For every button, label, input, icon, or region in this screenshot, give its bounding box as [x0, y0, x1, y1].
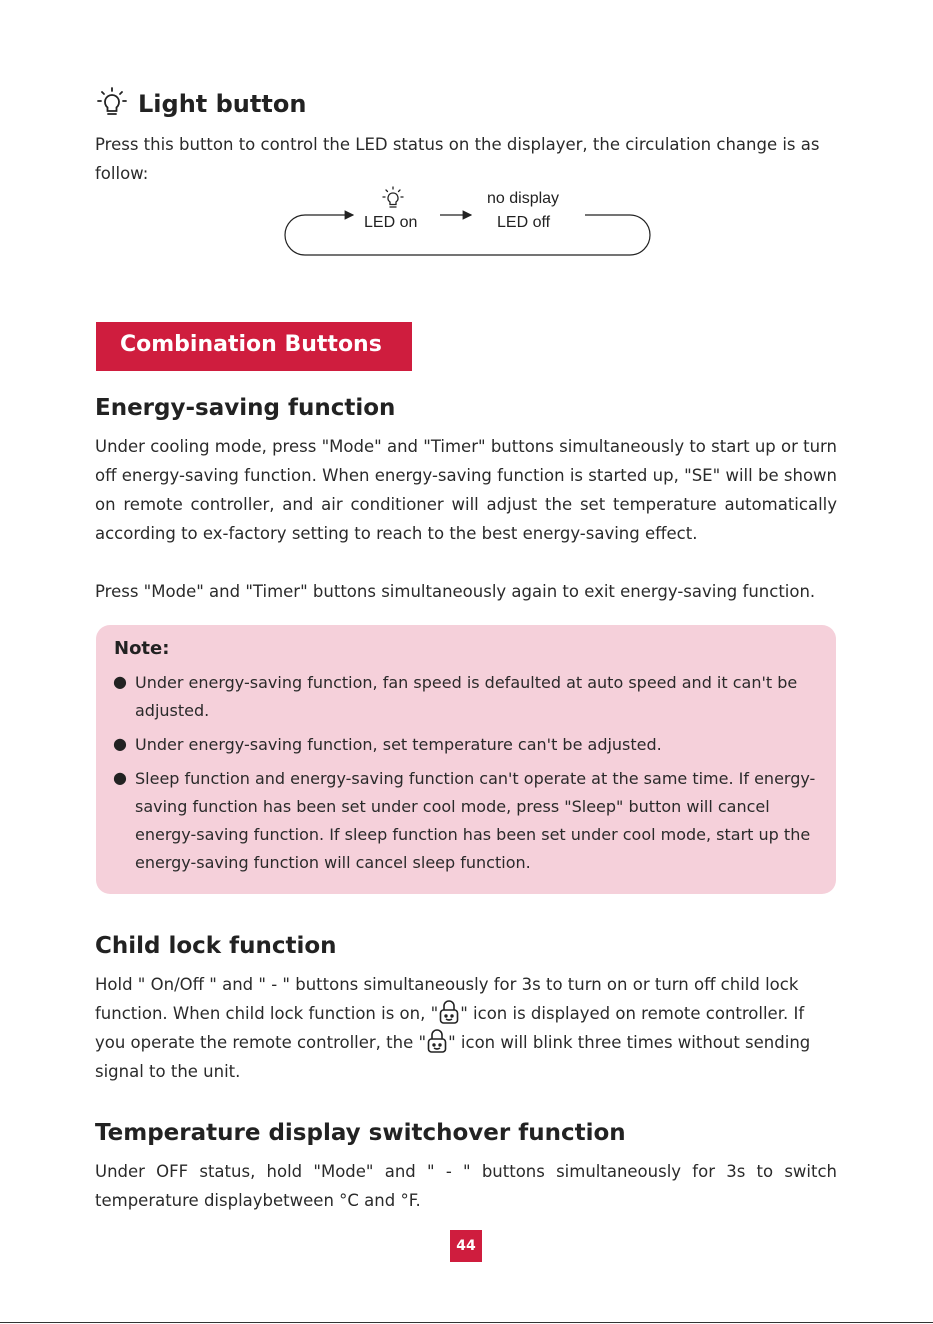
section-banner: [96, 322, 412, 371]
note-item: Sleep function and energy-saving function can't operate at the same time. If energy-saving function has been set under cool mode, press "Sleep" button will cancel energy-saving function. If sleep function has been set under cool mode, start up the energy-saving function will cancel sleep function.: [135, 769, 816, 872]
led-cycle-diagram: [270, 180, 670, 265]
child-lock-heading: Child lock function: [95, 933, 337, 959]
energy-saving-heading: Energy-saving function: [95, 395, 396, 421]
note-item: Under energy-saving function, set temperature can't be adjusted.: [135, 735, 662, 754]
state-led-on-label: LED on: [364, 214, 418, 231]
small-bulb-icon: [383, 187, 403, 207]
temperature-switchover-heading: Temperature display switchover function: [95, 1120, 626, 1146]
note-item: Under energy-saving function, fan speed is defaulted at auto speed and it can't be adjusted.: [135, 673, 798, 720]
child-lock-text-1: Hold " On/Off " and " - " buttons simultaneously for 3s to turn on or turn off child lock function. When child lock function is on, ": [95, 975, 799, 1023]
bullet-dot: ●: [113, 734, 127, 753]
child-lock-text-3: " icon will blink three times without sending signal to the unit.: [95, 1033, 811, 1081]
state-led-off-label: LED off: [497, 214, 551, 231]
energy-saving-exit-text: Press "Mode" and "Timer" buttons simultaneously again to exit energy-saving function.: [95, 582, 816, 601]
bullet-dot: ●: [113, 672, 127, 691]
section-banner-title: Combination Buttons: [120, 332, 382, 357]
child-lock-description: [95, 970, 837, 1086]
note-title: Note:: [114, 638, 170, 659]
state-no-display-label: no display: [487, 190, 560, 207]
page-bottom-rule: [0, 1322, 933, 1323]
padlock-icon: [438, 999, 460, 1025]
cycle-loop: [285, 215, 650, 255]
temperature-switchover-description: Under OFF status, hold "Mode" and " - " buttons simultaneously for 3s to switch temperature displaybetween °C and °F.: [95, 1162, 837, 1210]
child-lock-text-2: " icon is displayed on remote controller. If you operate the remote controller, the ": [95, 1004, 805, 1052]
bullet-dot: ●: [113, 768, 127, 787]
page-number: 44: [450, 1230, 482, 1262]
light-bulb-icon: [94, 86, 130, 122]
light-button-heading: Light button: [138, 90, 307, 118]
energy-saving-description: Under cooling mode, press "Mode" and "Timer" buttons simultaneously to start up or turn off energy-saving function. When energy-saving function is started up, "SE" will be shown on remote controller, and air conditioner will adjust the set temperature automatically according to ex-factory setting to reach to the best energy-saving effect.: [95, 437, 837, 543]
padlock-icon: [426, 1028, 448, 1054]
light-button-description: Press this button to control the LED status on the displayer, the circulation change is as follow:: [95, 135, 820, 183]
